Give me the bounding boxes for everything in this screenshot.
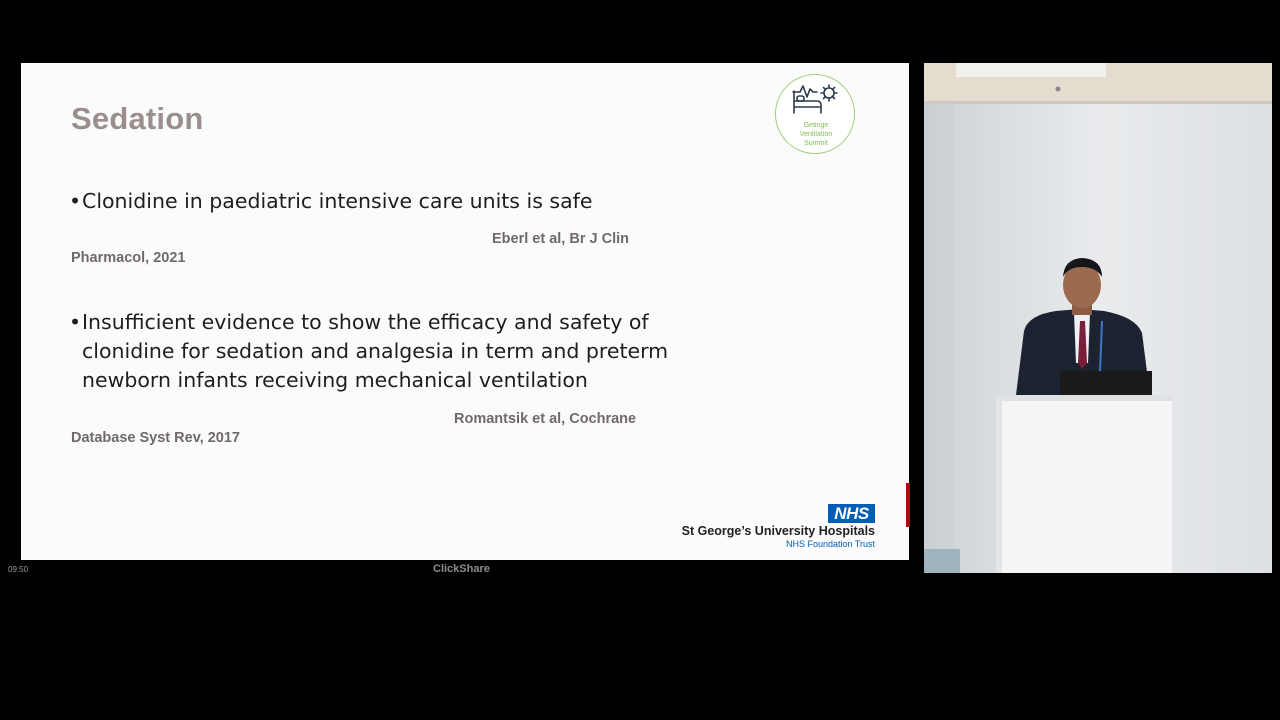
event-logo	[775, 74, 855, 154]
camera-view	[924, 63, 1272, 573]
citation-romantsik-line1: Romantsik et al, Cochrane	[454, 411, 637, 427]
bullet-text-line3: newborn infants receiving mechanical ventilation	[82, 368, 588, 392]
citation-eberl-line1: Eberl et al, Br J Clin	[492, 231, 629, 247]
bullet-text-line1: Insufficient evidence to show the efficacy and safety of	[82, 310, 649, 334]
red-marker	[906, 483, 910, 527]
presenter-at-podium-image	[924, 63, 1272, 573]
bullet-clonidine-safe	[69, 187, 769, 216]
hospital-name: St George’s University Hospitals	[681, 524, 875, 538]
bullet-insufficient-evidence	[69, 308, 709, 395]
bullet-text: Clonidine in paediatric intensive care units is safe	[82, 189, 593, 213]
bullet-text-line2: clonidine for sedation and analgesia in term and preterm	[82, 339, 669, 363]
slide-title: Sedation	[71, 101, 204, 136]
event-logo-line3: Summit	[804, 140, 828, 147]
citation-eberl-line2: Pharmacol, 2021	[71, 250, 186, 266]
event-logo-line1: Getinge	[803, 122, 829, 129]
event-logo-text	[776, 121, 856, 148]
citation-romantsik-line2: Database Syst Rev, 2017	[71, 430, 241, 446]
bullet-dot-icon: •	[69, 189, 82, 213]
bed-ventilator-gear-icon	[791, 83, 841, 117]
clock: 09:50	[8, 565, 29, 574]
presentation-slide	[21, 63, 909, 560]
nhs-logo: NHS	[828, 504, 875, 523]
trust-name: NHS Foundation Trust	[785, 539, 875, 549]
event-logo-line2: Ventilation	[799, 131, 833, 138]
clickshare-label: ClickShare	[433, 563, 490, 575]
bullet-dot-icon: •	[69, 310, 82, 334]
